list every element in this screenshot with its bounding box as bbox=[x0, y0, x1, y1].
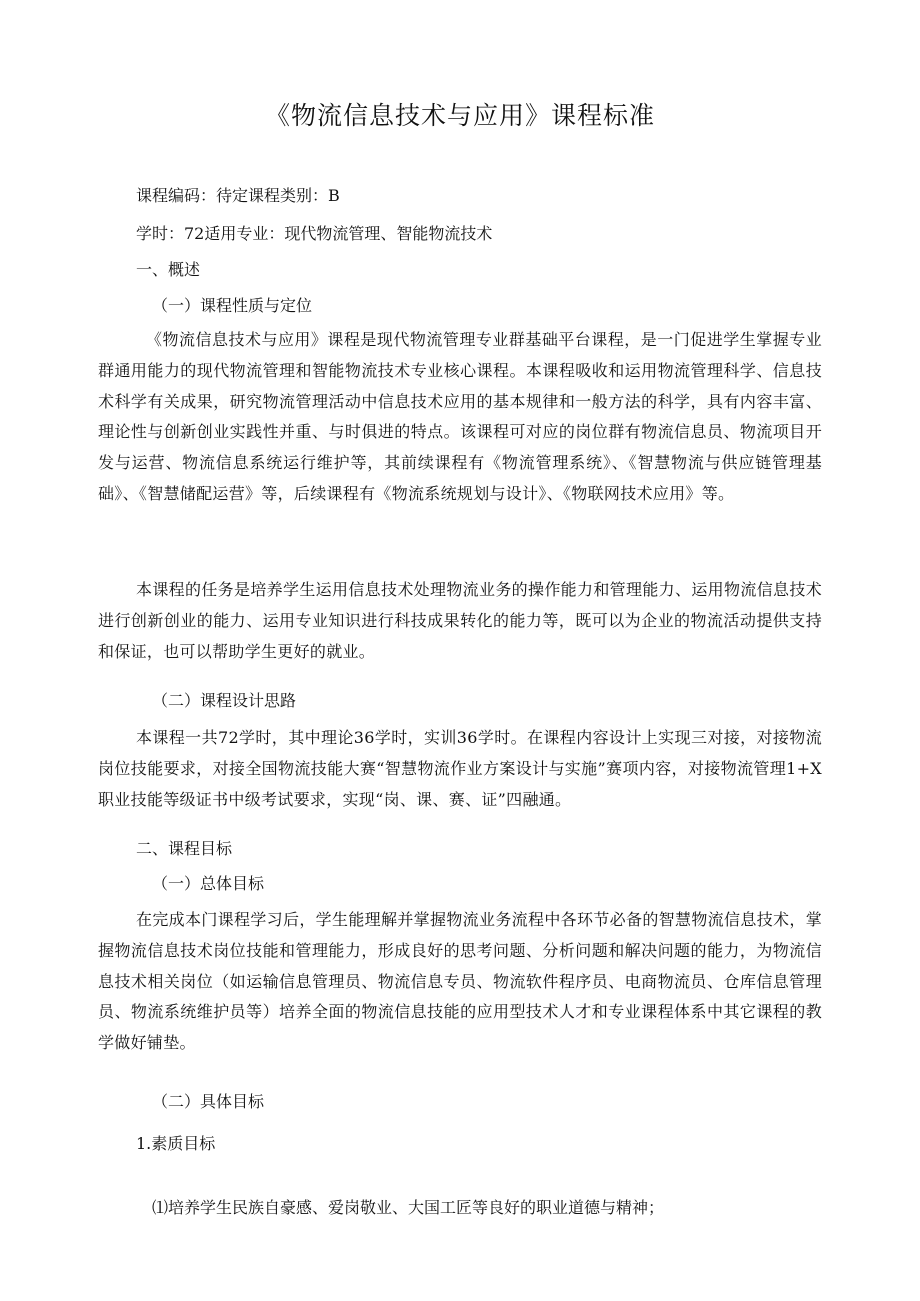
subsection-heading-overall-goal: （一）总体目标 bbox=[152, 874, 265, 893]
subsection-heading-nature: （一）课程性质与定位 bbox=[152, 296, 313, 315]
paragraph-course-task: 本课程的任务是培养学生运用信息技术处理物流业务的操作能力和管理能力、运用物流信息技术进行创新创业的能力、运用专业知识进行科技成果转化的能力等，既可以为企业的物流活动提供支持和保证，也可以帮助学生更好的就业。 bbox=[98, 580, 822, 661]
section-heading-objectives: 二、课程目标 bbox=[136, 839, 233, 858]
list-heading-quality-goals: 1.素质目标 bbox=[136, 1134, 216, 1153]
list-item-quality-goal-1: ⑴培养学生民族自豪感、爱岗敬业、大国工匠等良好的职业道德与精神； bbox=[152, 1198, 665, 1217]
paragraph-course-design: 本课程一共72学时，其中理论36学时，实训36学时。在课程内容设计上实现三对接，对接物流岗位技能要求，对接全国物流技能大赛“智慧物流作业方案设计与实施”赛项内容，对接物流管理1+X职业技能等级证书中级考试要求，实现“岗、课、赛、证”四融通。 bbox=[98, 728, 822, 809]
course-meta-line-1: 课程编码：待定课程类别：B bbox=[136, 186, 340, 205]
subsection-heading-specific-goals: （二）具体目标 bbox=[152, 1092, 265, 1111]
paragraph-course-nature: 《物流信息技术与应用》课程是现代物流管理专业群基础平台课程，是一门促进学生掌握专业群通用能力的现代物流管理和智能物流技术专业核心课程。本课程吸收和运用物流管理科学、信息技术科学有关成果，研究物流管理活动中信息技术应用的基本规律和一般方法的科学，具有内容丰富、理论性与创新创业实践性并重、与时俱进的特点。该课程可对应的岗位群有物流信息员、物流项目开发与运营、物流信息系统运行维护等，其前续课程有《物流管理系统》、《智慧物流与供应链管理基础》、《智慧储配运营》等，后续课程有《物流系统规划与设计》、《物联网技术应用》等。 bbox=[98, 330, 822, 503]
document-title: 《物流信息技术与应用》课程标准 bbox=[264, 101, 655, 130]
course-meta-line-2: 学时：72适用专业：现代物流管理、智能物流技术 bbox=[136, 224, 493, 243]
section-heading-overview: 一、概述 bbox=[136, 260, 201, 279]
paragraph-overall-goal: 在完成本门课程学习后，学生能理解并掌握物流业务流程中各环节必备的智慧物流信息技术，掌握物流信息技术岗位技能和管理能力，形成良好的思考问题、分析问题和解决问题的能力，为物流信息技术相关岗位（如运输信息管理员、物流信息专员、物流软件程序员、电商物流员、仓库信息管理员、物流系统维护员等）培养全面的物流信息技能的应用型技术人才和专业课程体系中其它课程的教学做好铺垫。 bbox=[98, 910, 822, 1053]
subsection-heading-design: （二）课程设计思路 bbox=[152, 691, 297, 710]
